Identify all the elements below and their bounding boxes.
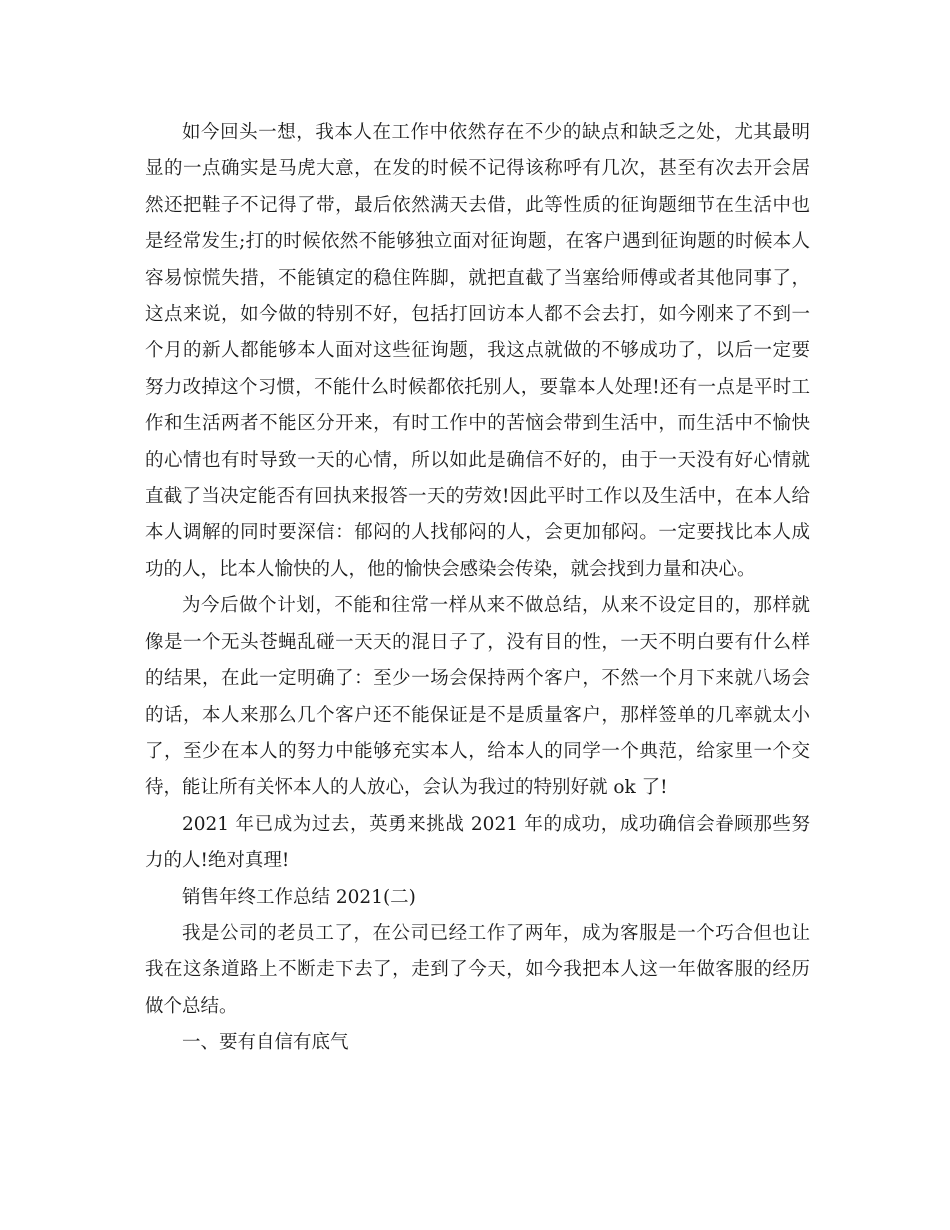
paragraph-shortcomings: 如今回头一想，我本人在工作中依然存在不少的缺点和缺乏之处，尤其最明显的一点确实是马虎大意，在发的时候不记得该称呼有几次，甚至有次去开会居然还把鞋子不记得了带，最后依然满天去借，此等性质的征询题细节在生活中也是经常发生;打的时候依然不能够独立面对征询题，在客户遇到征询题的时候本人容易惊慌失措，不能镇定的稳住阵脚，就把直截了当塞给师傅或者其他同事了，这点来说，如今做的特别不好，包括打回访本人都不会去打，如今刚来了不到一个月的新人都能够本人面对这些征询题，我这点就做的不够成功了，以后一定要努力改掉这个习惯，不能什么时候都依托别人，要靠本人处理!还有一点是平时工作和生活两者不能区分开来，有时工作中的苦恼会带到生活中，而生活中不愉快的心情也有时导致一天的心情，所以如此是确信不好的，由于一天没有好心情就直截了当决定能否有回执来报答一天的劳效!因此平时工作以及生活中，在本人给本人调解的同时要深信：郁闷的人找郁闷的人，会更加郁闷。一定要找比本人成功的人，比本人愉快的人，他的愉快会感染会传染，就会找到力量和决心。 <box>145 122 810 580</box>
document-body <box>145 115 810 1062</box>
paragraph-year-end: 2021 年已成为过去，英勇来挑战 2021 年的成功，成功确信会眷顾那些努力的人!绝对真理! <box>145 813 810 872</box>
section-title: 销售年终工作总结 2021(二) <box>182 886 416 908</box>
paragraph-intro: 我是公司的老员工了，在公司已经工作了两年，成为客服是一个巧合但也让我在这条道路上不断走下去了，走到了今天，如今我把本人这一年做客服的经历做个总结。 <box>145 922 810 1017</box>
subsection-heading: 一、要有自信有底气 <box>182 1032 349 1054</box>
paragraph-plan: 为今后做个计划，不能和往常一样从来不做总结，从来不设定目的，那样就像是一个无头苍蝇乱碰一天天的混日子了，没有目的性，一天不明白要有什么样的结果，在此一定明确了：至少一场会保持两个客户，不然一个月下来就八场会的话，本人来那么几个客户还不能保证是不是质量客户，那样签单的几率就太小了，至少在本人的努力中能够充实本人，给本人的同学一个典范，给家里一个交待，能让所有关怀本人的人放心，会认为我过的特别好就 ok 了! <box>145 595 810 799</box>
